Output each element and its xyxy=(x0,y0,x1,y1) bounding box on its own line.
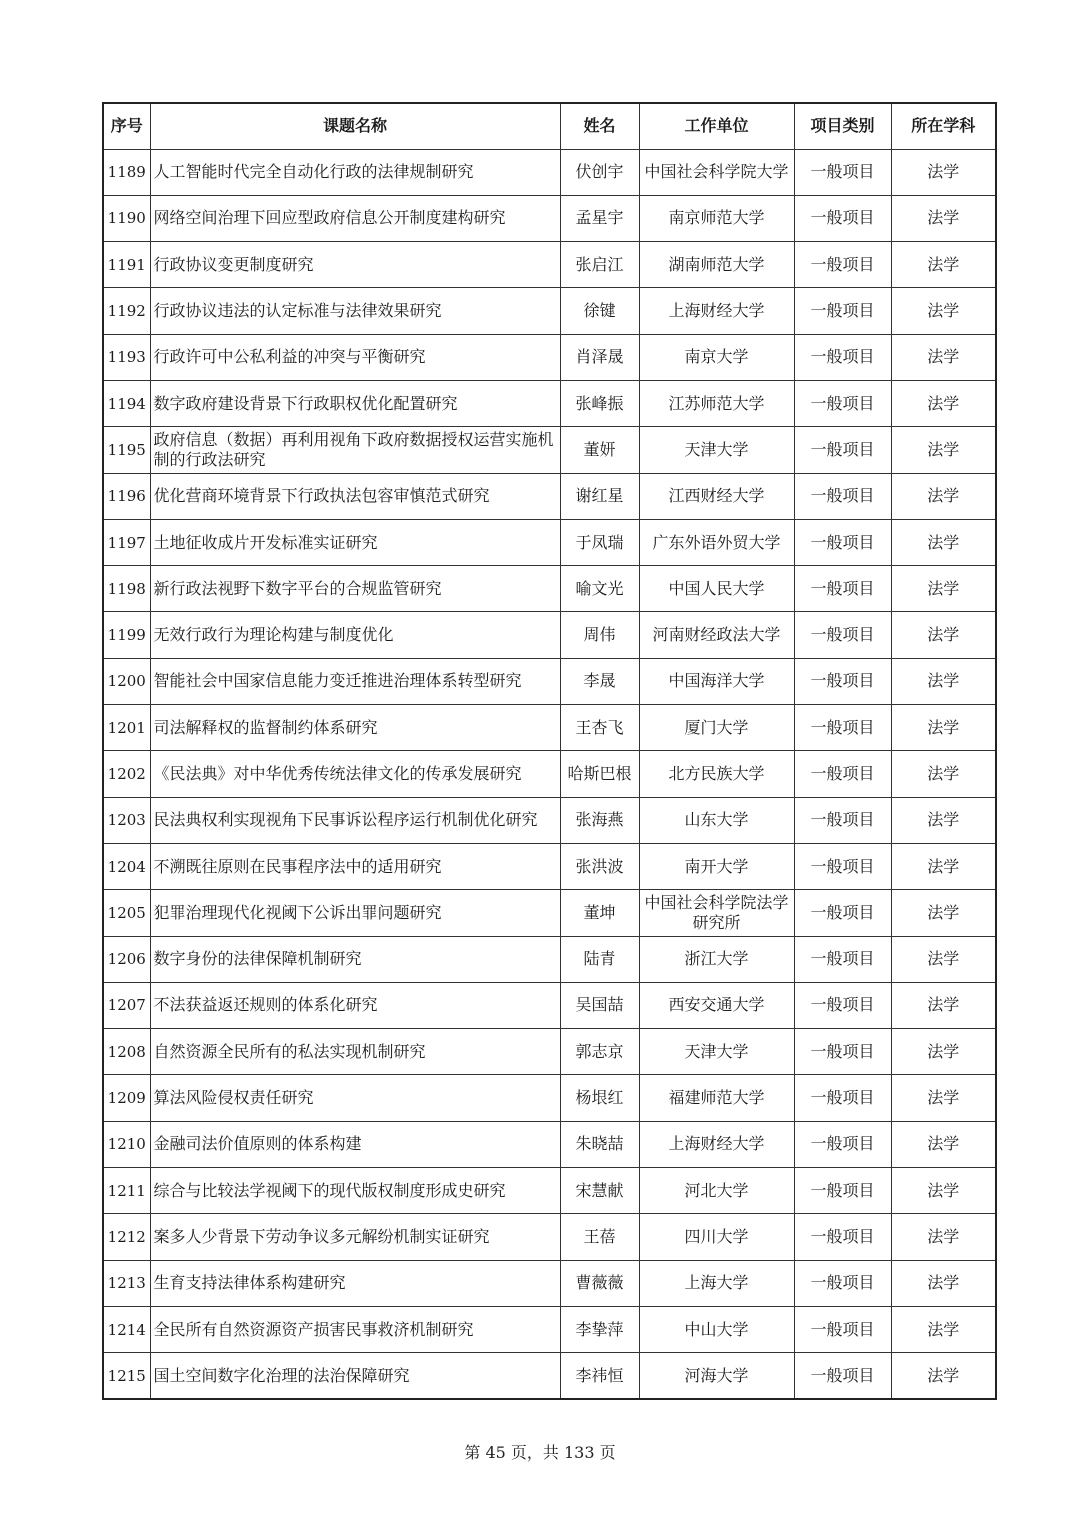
cell-subject: 法学 xyxy=(891,566,996,612)
cell-unit: 广东外语外贸大学 xyxy=(639,519,794,565)
cell-title: 行政协议变更制度研究 xyxy=(150,242,560,288)
cell-no: 1196 xyxy=(103,473,150,519)
table-row xyxy=(103,149,996,195)
cell-no: 1193 xyxy=(103,334,150,380)
cell-type: 一般项目 xyxy=(794,890,891,936)
cell-unit: 湖南师范大学 xyxy=(639,242,794,288)
cell-title: 综合与比较法学视阈下的现代版权制度形成史研究 xyxy=(150,1168,560,1214)
table-row xyxy=(103,658,996,704)
cell-subject: 法学 xyxy=(891,1353,996,1399)
cell-unit: 浙江大学 xyxy=(639,936,794,982)
cell-no: 1198 xyxy=(103,566,150,612)
cell-type: 一般项目 xyxy=(794,1353,891,1399)
cell-subject: 法学 xyxy=(891,1214,996,1260)
cell-name: 李祎恒 xyxy=(560,1353,639,1399)
cell-no: 1206 xyxy=(103,936,150,982)
cell-title: 不法获益返还规则的体系化研究 xyxy=(150,982,560,1028)
cell-title: 金融司法价值原则的体系构建 xyxy=(150,1121,560,1167)
header-no: 序号 xyxy=(103,103,150,149)
cell-name: 王蓓 xyxy=(560,1214,639,1260)
cell-name: 吴国喆 xyxy=(560,982,639,1028)
cell-subject: 法学 xyxy=(891,149,996,195)
cell-subject: 法学 xyxy=(891,288,996,334)
cell-name: 朱晓喆 xyxy=(560,1121,639,1167)
cell-subject: 法学 xyxy=(891,1121,996,1167)
cell-name: 李晟 xyxy=(560,658,639,704)
cell-unit: 中国海洋大学 xyxy=(639,658,794,704)
table-row xyxy=(103,890,996,936)
cell-subject: 法学 xyxy=(891,890,996,936)
cell-type: 一般项目 xyxy=(794,936,891,982)
cell-title: 智能社会中国家信息能力变迁推进治理体系转型研究 xyxy=(150,658,560,704)
header-name: 姓名 xyxy=(560,103,639,149)
table-row xyxy=(103,566,996,612)
table-row xyxy=(103,473,996,519)
table-row xyxy=(103,843,996,889)
cell-type: 一般项目 xyxy=(794,242,891,288)
table-row xyxy=(103,936,996,982)
project-list-table xyxy=(102,102,997,1400)
cell-title: 生育支持法律体系构建研究 xyxy=(150,1260,560,1306)
cell-name: 董坤 xyxy=(560,890,639,936)
cell-type: 一般项目 xyxy=(794,427,891,473)
cell-name: 喻文光 xyxy=(560,566,639,612)
table-row xyxy=(103,612,996,658)
table-row xyxy=(103,705,996,751)
cell-type: 一般项目 xyxy=(794,612,891,658)
cell-unit: 河北大学 xyxy=(639,1168,794,1214)
cell-no: 1213 xyxy=(103,1260,150,1306)
table-row xyxy=(103,195,996,241)
cell-subject: 法学 xyxy=(891,1075,996,1121)
header-title: 课题名称 xyxy=(150,103,560,149)
cell-unit: 江苏师范大学 xyxy=(639,380,794,426)
table-row xyxy=(103,1168,996,1214)
cell-type: 一般项目 xyxy=(794,380,891,426)
cell-title: 政府信息（数据）再利用视角下政府数据授权运营实施机制的行政法研究 xyxy=(150,427,560,473)
cell-title: 司法解释权的监督制约体系研究 xyxy=(150,705,560,751)
cell-no: 1205 xyxy=(103,890,150,936)
cell-title: 全民所有自然资源资产损害民事救济机制研究 xyxy=(150,1306,560,1352)
cell-title: 优化营商环境背景下行政执法包容审慎范式研究 xyxy=(150,473,560,519)
cell-no: 1204 xyxy=(103,843,150,889)
cell-unit: 中国社会科学院大学 xyxy=(639,149,794,195)
header-unit: 工作单位 xyxy=(639,103,794,149)
cell-no: 1211 xyxy=(103,1168,150,1214)
cell-title: 行政许可中公私利益的冲突与平衡研究 xyxy=(150,334,560,380)
table-row xyxy=(103,427,996,473)
cell-unit: 南开大学 xyxy=(639,843,794,889)
cell-type: 一般项目 xyxy=(794,1029,891,1075)
cell-title: 不溯既往原则在民事程序法中的适用研究 xyxy=(150,843,560,889)
cell-name: 张海燕 xyxy=(560,797,639,843)
header-subject: 所在学科 xyxy=(891,103,996,149)
cell-unit: 四川大学 xyxy=(639,1214,794,1260)
cell-title: 无效行政行为理论构建与制度优化 xyxy=(150,612,560,658)
cell-no: 1189 xyxy=(103,149,150,195)
cell-subject: 法学 xyxy=(891,195,996,241)
table-row xyxy=(103,242,996,288)
cell-unit: 北方民族大学 xyxy=(639,751,794,797)
cell-title: 人工智能时代完全自动化行政的法律规制研究 xyxy=(150,149,560,195)
cell-name: 哈斯巴根 xyxy=(560,751,639,797)
cell-name: 王杏飞 xyxy=(560,705,639,751)
cell-unit: 天津大学 xyxy=(639,427,794,473)
cell-no: 1209 xyxy=(103,1075,150,1121)
cell-subject: 法学 xyxy=(891,797,996,843)
cell-subject: 法学 xyxy=(891,473,996,519)
cell-title: 数字身份的法律保障机制研究 xyxy=(150,936,560,982)
cell-type: 一般项目 xyxy=(794,566,891,612)
cell-name: 曹薇薇 xyxy=(560,1260,639,1306)
table-row xyxy=(103,1214,996,1260)
cell-title: 土地征收成片开发标准实证研究 xyxy=(150,519,560,565)
header-type: 项目类别 xyxy=(794,103,891,149)
cell-title: 新行政法视野下数字平台的合规监管研究 xyxy=(150,566,560,612)
cell-name: 宋慧献 xyxy=(560,1168,639,1214)
cell-no: 1197 xyxy=(103,519,150,565)
cell-name: 张启江 xyxy=(560,242,639,288)
cell-title: 国土空间数字化治理的法治保障研究 xyxy=(150,1353,560,1399)
table-row xyxy=(103,1121,996,1167)
cell-name: 孟星宇 xyxy=(560,195,639,241)
cell-subject: 法学 xyxy=(891,334,996,380)
table-row xyxy=(103,1075,996,1121)
table-body xyxy=(103,149,996,1399)
cell-no: 1215 xyxy=(103,1353,150,1399)
cell-unit: 河海大学 xyxy=(639,1353,794,1399)
cell-type: 一般项目 xyxy=(794,288,891,334)
cell-unit: 上海财经大学 xyxy=(639,288,794,334)
cell-type: 一般项目 xyxy=(794,334,891,380)
cell-subject: 法学 xyxy=(891,1306,996,1352)
cell-unit: 天津大学 xyxy=(639,1029,794,1075)
cell-unit: 福建师范大学 xyxy=(639,1075,794,1121)
table-row xyxy=(103,982,996,1028)
cell-no: 1208 xyxy=(103,1029,150,1075)
cell-no: 1195 xyxy=(103,427,150,473)
table-row xyxy=(103,751,996,797)
table-row xyxy=(103,1306,996,1352)
cell-subject: 法学 xyxy=(891,612,996,658)
cell-no: 1191 xyxy=(103,242,150,288)
cell-no: 1207 xyxy=(103,982,150,1028)
cell-type: 一般项目 xyxy=(794,149,891,195)
cell-title: 数字政府建设背景下行政职权优化配置研究 xyxy=(150,380,560,426)
cell-no: 1190 xyxy=(103,195,150,241)
cell-no: 1201 xyxy=(103,705,150,751)
cell-unit: 上海财经大学 xyxy=(639,1121,794,1167)
cell-subject: 法学 xyxy=(891,242,996,288)
cell-type: 一般项目 xyxy=(794,473,891,519)
cell-name: 谢红星 xyxy=(560,473,639,519)
cell-unit: 江西财经大学 xyxy=(639,473,794,519)
cell-subject: 法学 xyxy=(891,1168,996,1214)
cell-unit: 南京大学 xyxy=(639,334,794,380)
cell-subject: 法学 xyxy=(891,519,996,565)
cell-title: 算法风险侵权责任研究 xyxy=(150,1075,560,1121)
cell-subject: 法学 xyxy=(891,427,996,473)
page-number-footer: 第 45 页，共 133 页 xyxy=(464,1443,616,1462)
cell-name: 杨垠红 xyxy=(560,1075,639,1121)
cell-unit: 中国人民大学 xyxy=(639,566,794,612)
cell-type: 一般项目 xyxy=(794,1306,891,1352)
cell-unit: 中山大学 xyxy=(639,1306,794,1352)
cell-name: 陆青 xyxy=(560,936,639,982)
cell-subject: 法学 xyxy=(891,658,996,704)
cell-type: 一般项目 xyxy=(794,982,891,1028)
cell-subject: 法学 xyxy=(891,705,996,751)
table-row xyxy=(103,797,996,843)
cell-unit: 西安交通大学 xyxy=(639,982,794,1028)
cell-type: 一般项目 xyxy=(794,1168,891,1214)
cell-name: 李挚萍 xyxy=(560,1306,639,1352)
cell-unit: 山东大学 xyxy=(639,797,794,843)
cell-no: 1200 xyxy=(103,658,150,704)
table-row xyxy=(103,519,996,565)
cell-unit: 南京师范大学 xyxy=(639,195,794,241)
cell-subject: 法学 xyxy=(891,936,996,982)
cell-title: 自然资源全民所有的私法实现机制研究 xyxy=(150,1029,560,1075)
cell-subject: 法学 xyxy=(891,843,996,889)
cell-subject: 法学 xyxy=(891,1260,996,1306)
cell-no: 1214 xyxy=(103,1306,150,1352)
cell-subject: 法学 xyxy=(891,982,996,1028)
cell-type: 一般项目 xyxy=(794,751,891,797)
cell-no: 1203 xyxy=(103,797,150,843)
cell-title: 犯罪治理现代化视阈下公诉出罪问题研究 xyxy=(150,890,560,936)
table-row xyxy=(103,1029,996,1075)
cell-no: 1192 xyxy=(103,288,150,334)
cell-type: 一般项目 xyxy=(794,1260,891,1306)
cell-type: 一般项目 xyxy=(794,658,891,704)
table-row xyxy=(103,288,996,334)
cell-name: 徐键 xyxy=(560,288,639,334)
cell-unit: 河南财经政法大学 xyxy=(639,612,794,658)
cell-type: 一般项目 xyxy=(794,797,891,843)
cell-type: 一般项目 xyxy=(794,843,891,889)
cell-subject: 法学 xyxy=(891,751,996,797)
cell-type: 一般项目 xyxy=(794,705,891,751)
cell-name: 于凤瑞 xyxy=(560,519,639,565)
cell-no: 1210 xyxy=(103,1121,150,1167)
table-row xyxy=(103,380,996,426)
cell-type: 一般项目 xyxy=(794,1075,891,1121)
cell-type: 一般项目 xyxy=(794,1121,891,1167)
cell-title: 网络空间治理下回应型政府信息公开制度建构研究 xyxy=(150,195,560,241)
cell-name: 张峰振 xyxy=(560,380,639,426)
cell-unit: 上海大学 xyxy=(639,1260,794,1306)
cell-name: 郭志京 xyxy=(560,1029,639,1075)
cell-name: 张洪波 xyxy=(560,843,639,889)
cell-title: 行政协议违法的认定标准与法律效果研究 xyxy=(150,288,560,334)
table-row xyxy=(103,334,996,380)
cell-title: 《民法典》对中华优秀传统法律文化的传承发展研究 xyxy=(150,751,560,797)
cell-type: 一般项目 xyxy=(794,519,891,565)
cell-unit: 中国社会科学院法学研究所 xyxy=(639,890,794,936)
cell-no: 1199 xyxy=(103,612,150,658)
cell-no: 1202 xyxy=(103,751,150,797)
cell-title: 案多人少背景下劳动争议多元解纷机制实证研究 xyxy=(150,1214,560,1260)
cell-unit: 厦门大学 xyxy=(639,705,794,751)
cell-title: 民法典权利实现视角下民事诉讼程序运行机制优化研究 xyxy=(150,797,560,843)
cell-type: 一般项目 xyxy=(794,195,891,241)
cell-subject: 法学 xyxy=(891,1029,996,1075)
cell-no: 1194 xyxy=(103,380,150,426)
table-row xyxy=(103,1353,996,1399)
table-row xyxy=(103,1260,996,1306)
cell-name: 伏创宇 xyxy=(560,149,639,195)
table-header-row xyxy=(103,103,996,149)
cell-no: 1212 xyxy=(103,1214,150,1260)
cell-name: 周伟 xyxy=(560,612,639,658)
cell-name: 董妍 xyxy=(560,427,639,473)
cell-subject: 法学 xyxy=(891,380,996,426)
cell-type: 一般项目 xyxy=(794,1214,891,1260)
cell-name: 肖泽晟 xyxy=(560,334,639,380)
